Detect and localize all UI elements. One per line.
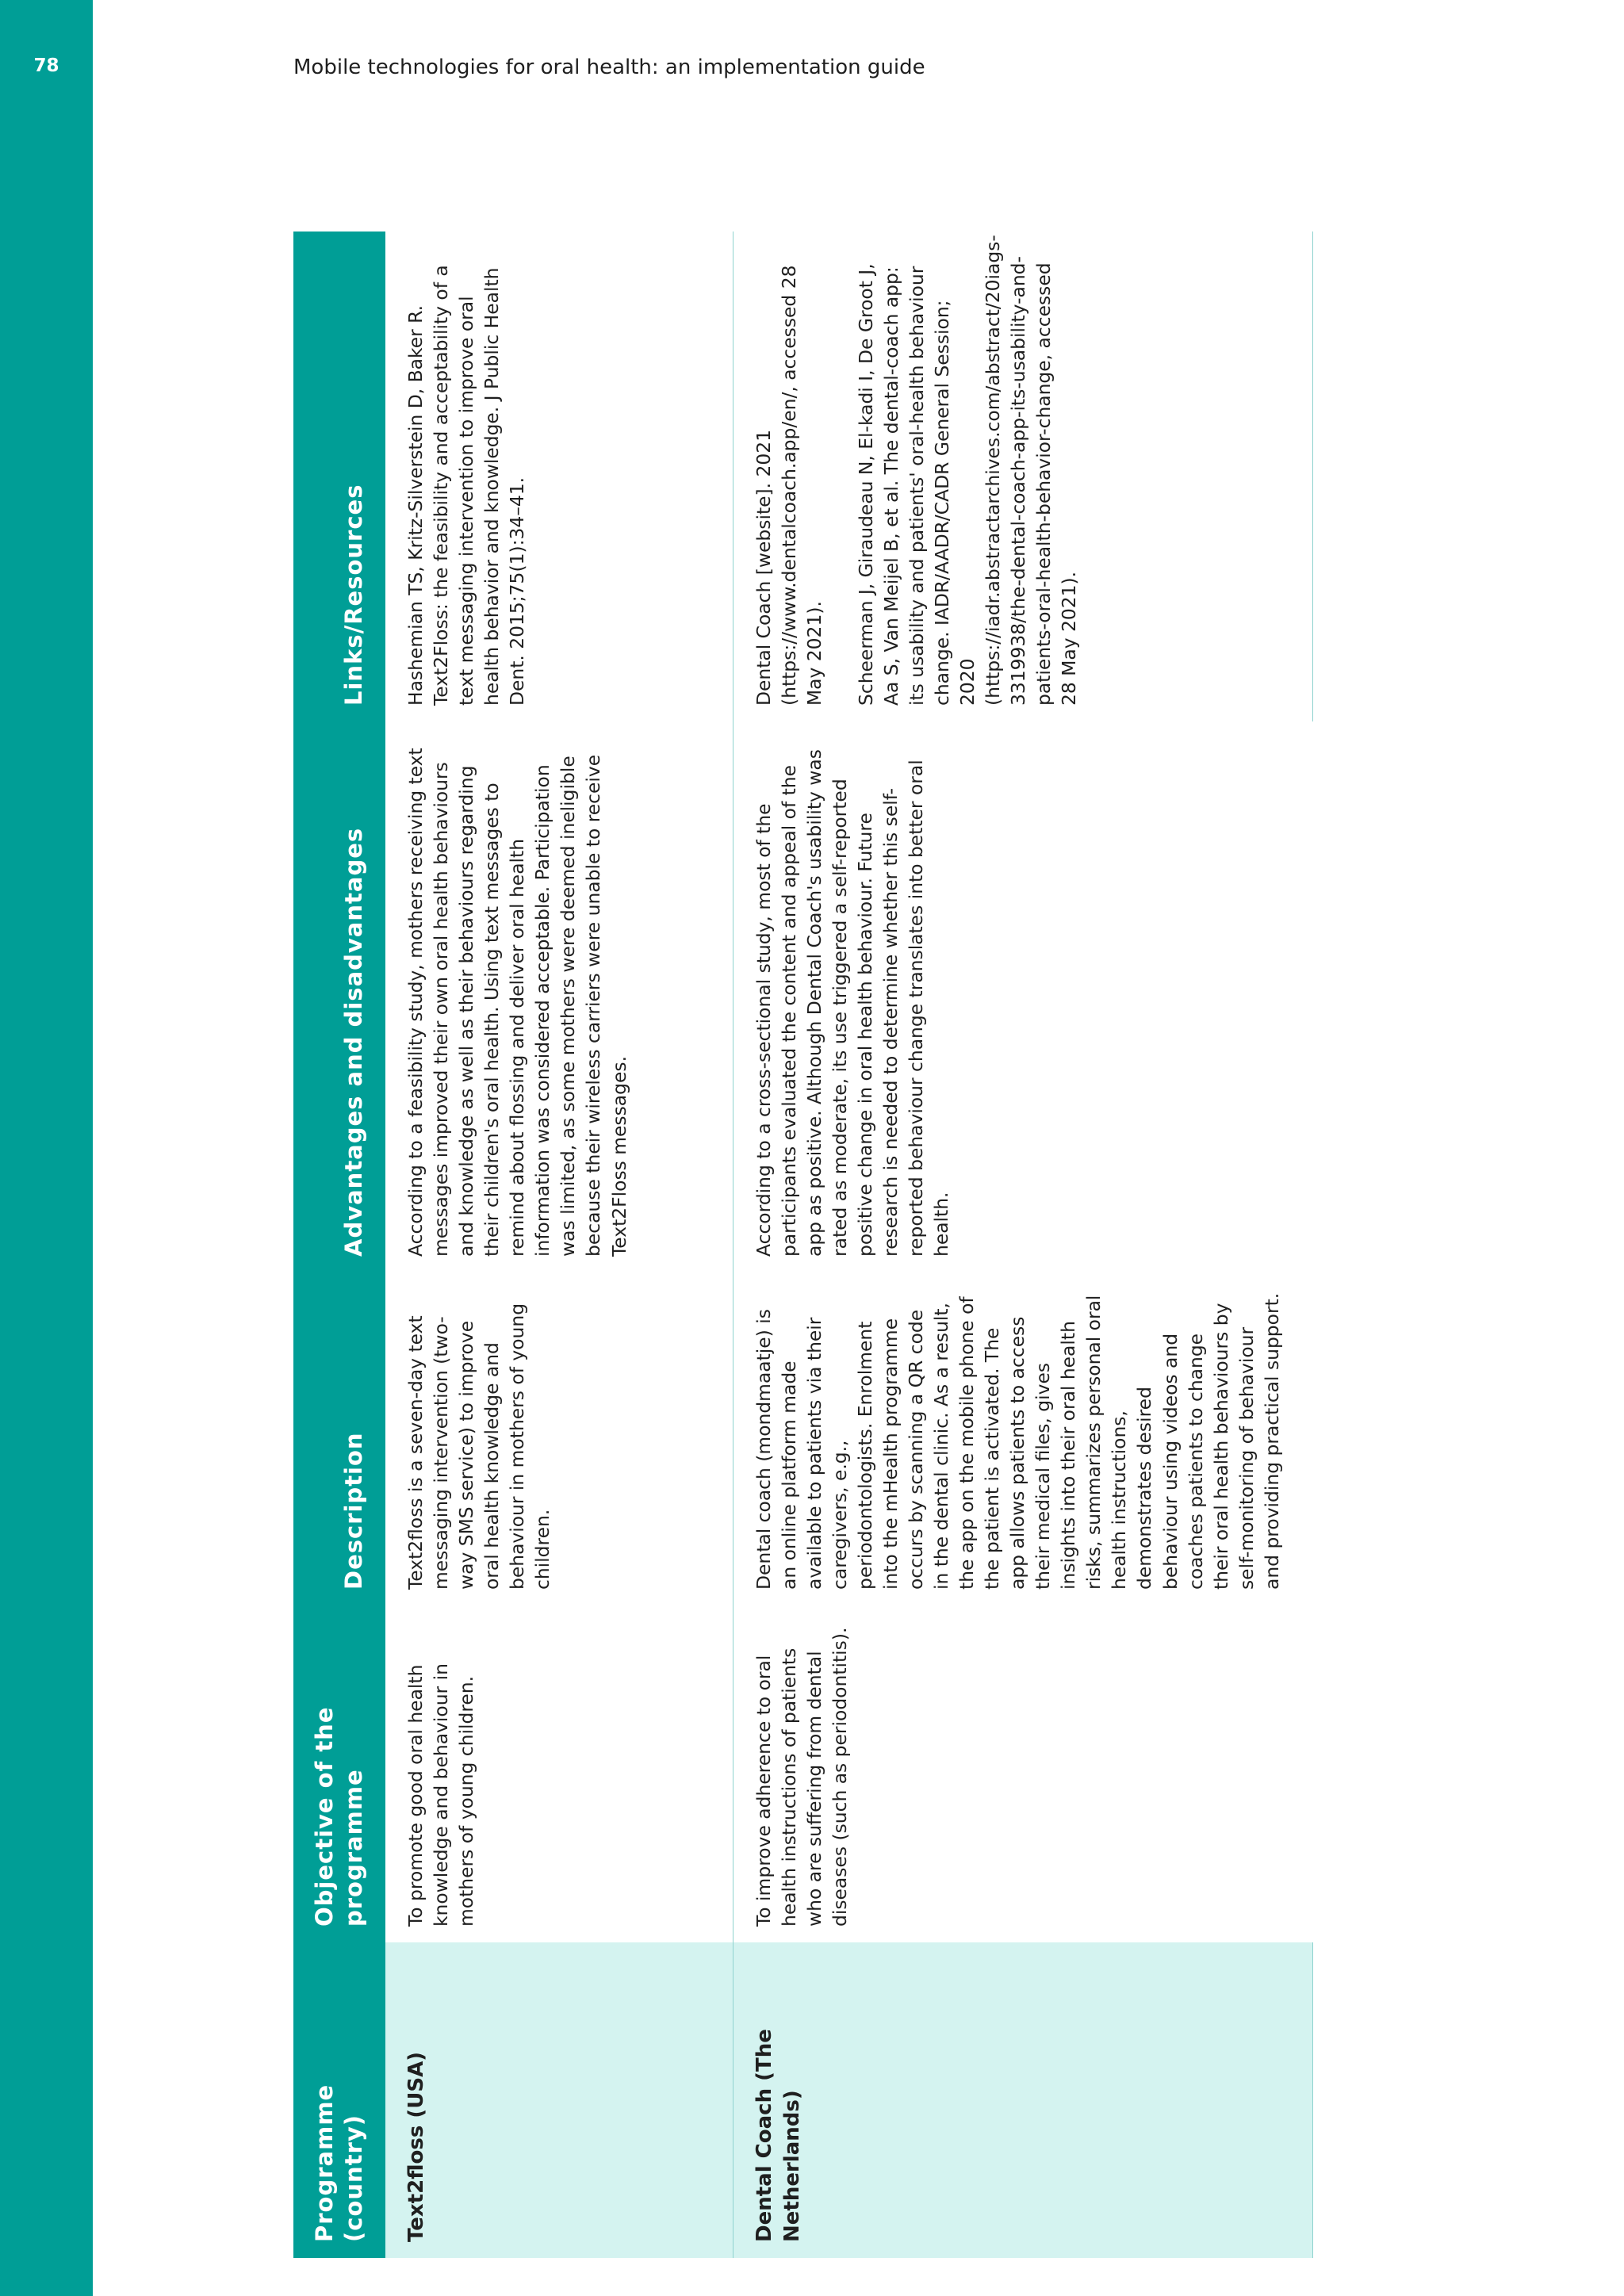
objective-cell: To promote good oral health knowledge and behaviour in mothers of young children.	[385, 1605, 733, 1942]
resource-citation: Hashemian TS, Kritz-Silverstein D, Baker R. Text2Floss: the feasibility and acceptability of a text messaging intervention to improve oral health behavior and knowledge. J Public Health Dent. 2015;75(1):34–41.	[404, 265, 529, 706]
description-cell: Dental coach (mondmaatje) is an online platform made available to patients via their caregivers, e.g., periodontologists. Enrolment into the mHealth programme occurs by scanning a QR code in the dental clinic. As a result, the app on the mobile phone of the patient is activated. The app allows patients to access their medical files, gives insights into their oral health risks, summarizes personal oral health instructions, demonstrates desired behaviour using videos and coaches patients to change their oral health behaviours by self-monitoring of behaviour and providing practical support.	[752, 1292, 1283, 1590]
advantages-cell: According to a feasibility study, mothers receiving text messages improved their own oral health behaviours and knowledge as well as their behaviours regarding their children's oral health. Using text messages to remind about flossing and deliver oral health information was considered acceptable. Participation was limited, as some mothers were deemed ineligible because their wireless carriers were unable to receive Text2Floss messages.	[385, 721, 733, 1272]
header-description: Description	[293, 1272, 385, 1605]
programmes-table	[293, 232, 1313, 2258]
advantages-cell: According to a cross-sectional study, most of the participants evaluated the content and appeal of the app as positive. Although Dental Coach's usability was rated as moderate, its use triggered a self-reported positive change in oral health behaviour. Future research is needed to determine whether this self-reported behaviour change translates into better oral health.	[752, 749, 952, 1257]
resource-website-link: Dental Coach [website]. 2021 (https://www.dentalcoach.app/en/, accessed 28 May 2021).	[752, 265, 825, 706]
header-objective: Objective of the programme	[293, 1605, 385, 1942]
header-programme: Programme (country)	[293, 1942, 385, 2258]
table-row	[385, 232, 733, 2258]
page-number: 78	[33, 55, 59, 76]
rotated-table-container	[293, 232, 1312, 2258]
description-cell: Text2floss is a seven-day text messaging intervention (two-way SMS service) to improve oral health knowledge and behaviour in mothers of young children.	[385, 1272, 733, 1605]
resource-citation: Scheerman J, Giraudeau N, El-kadi I, De Groot J, Aa S, Van Meijel B, et al. The dental-coach app: its usability and patients' oral-health behaviour change. IADR/AADR/CADR General Session; 2020 (https://iadr.abstractarchives.com/abstract/20iags-3319938/the-dental-coach-app-its-usability-and-patients-oral-health-behavior-change, accessed 28 May 2021).	[854, 235, 1081, 706]
header-resources: Links/Resources	[293, 232, 385, 721]
table-row	[733, 232, 1312, 2258]
resources-cell	[385, 232, 733, 721]
programme-cell: Text2floss (USA)	[385, 1942, 733, 2258]
sidebar-band	[0, 0, 93, 2296]
header-advantages: Advantages and disadvantages	[293, 721, 385, 1272]
table-header-row	[293, 232, 385, 2258]
running-header: Mobile technologies for oral health: an implementation guide	[293, 55, 925, 79]
programme-cell: Dental Coach (The Netherlands)	[733, 1942, 1312, 2258]
objective-cell: To improve adherence to oral health instructions of patients who are suffering from dental diseases (such as periodontitis).	[752, 1627, 851, 1927]
resources-cell	[733, 232, 1312, 721]
